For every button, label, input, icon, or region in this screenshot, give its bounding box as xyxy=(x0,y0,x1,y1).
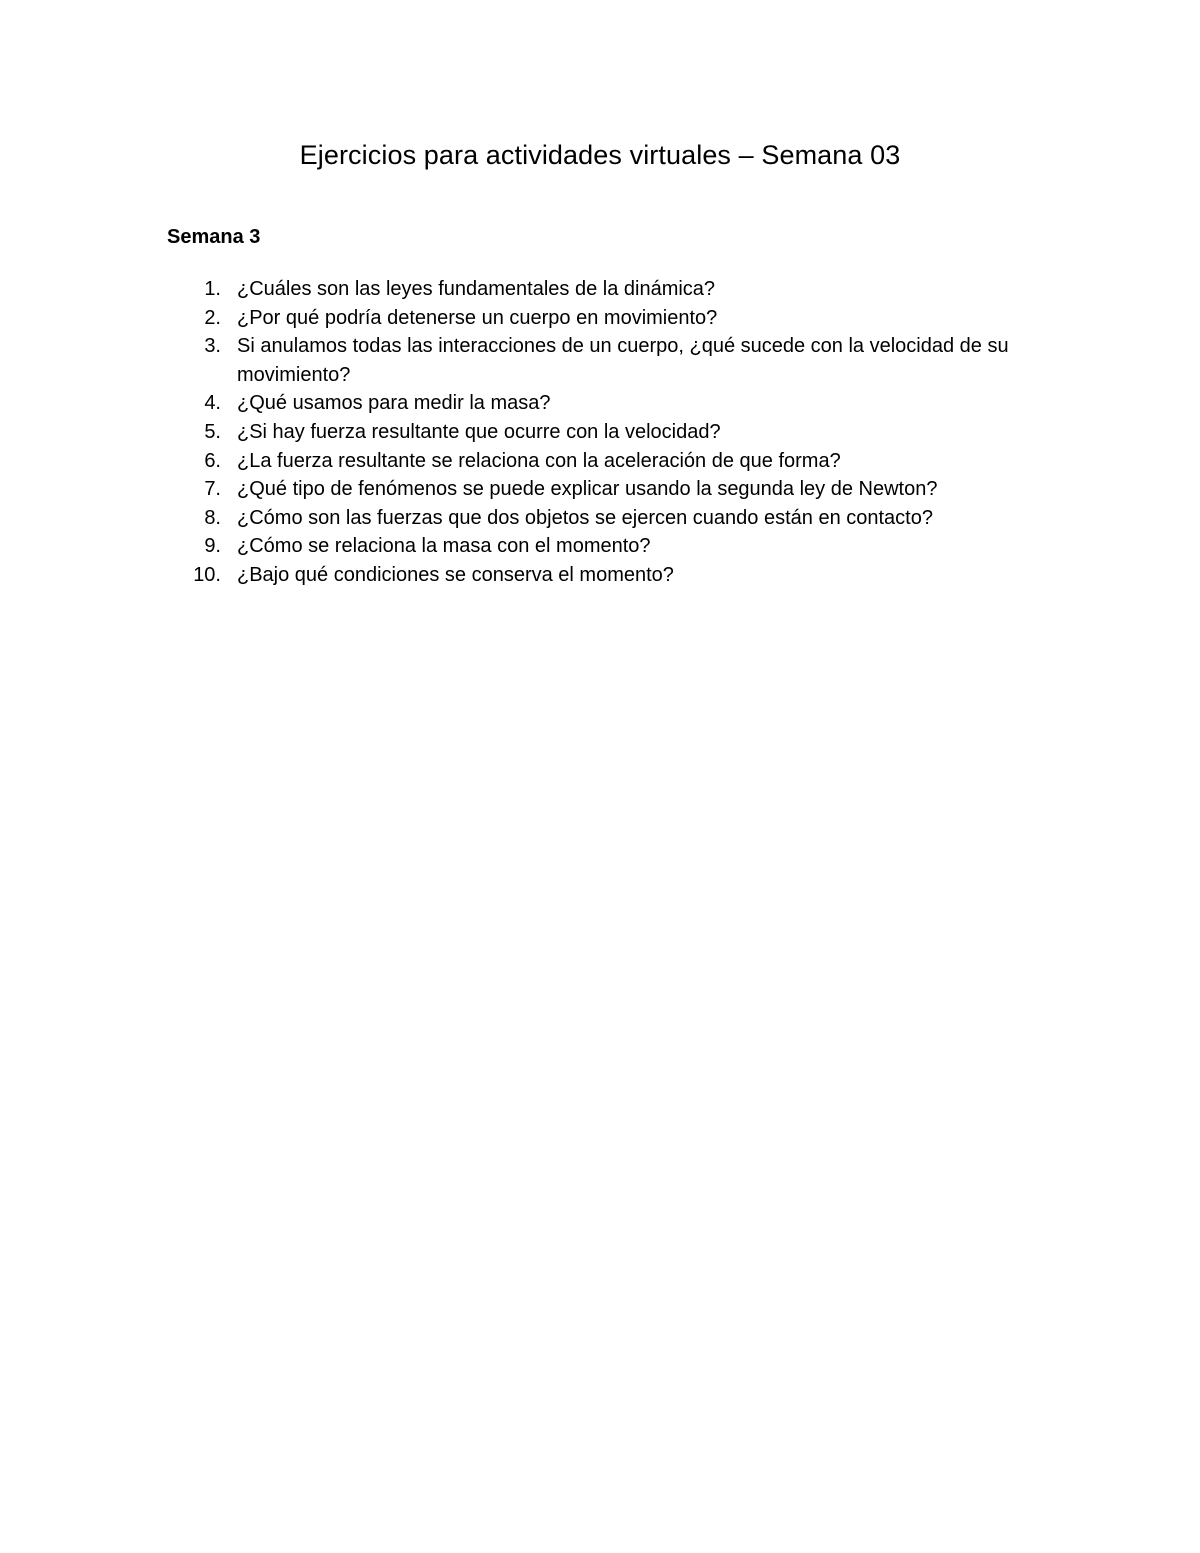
question-number: 10. xyxy=(193,563,221,586)
document-title: Ejercicios para actividades virtuales – Semana 03 xyxy=(299,140,901,170)
question-number: 8. xyxy=(204,506,221,529)
question-number: 7. xyxy=(204,478,221,501)
list-item xyxy=(0,532,1047,561)
question-number: 4. xyxy=(204,392,221,415)
question-number: 9. xyxy=(204,535,221,558)
question-number: 6. xyxy=(204,449,221,472)
question-text: ¿Qué tipo de fenómenos se puede explicar usando la segunda ley de Newton? xyxy=(237,478,938,501)
list-item xyxy=(0,389,1047,418)
question-text: Si anulamos todas las interacciones de un cuerpo, ¿qué sucede con la velocidad de su movimiento? xyxy=(237,335,1009,386)
question-number: 3. xyxy=(204,335,221,358)
question-number: 2. xyxy=(204,306,221,329)
list-item xyxy=(0,504,1047,533)
question-text: ¿Qué usamos para medir la masa? xyxy=(237,392,551,415)
question-text: ¿Si hay fuerza resultante que ocurre con la velocidad? xyxy=(237,420,721,443)
list-item xyxy=(0,304,1047,333)
section-heading: Semana 3 xyxy=(167,226,261,248)
question-text: ¿Por qué podría detenerse un cuerpo en movimiento? xyxy=(237,306,718,329)
list-item xyxy=(0,475,1047,504)
question-text: ¿La fuerza resultante se relaciona con la aceleración de que forma? xyxy=(237,449,841,472)
question-list xyxy=(0,275,1200,590)
list-item xyxy=(0,447,1047,476)
list-item xyxy=(0,275,1047,304)
question-text: ¿Cuáles son las leyes fundamentales de la dinámica? xyxy=(237,278,716,300)
question-text: ¿Bajo qué condiciones se conserva el momento? xyxy=(237,563,674,586)
list-item xyxy=(0,332,1047,389)
question-number: 1. xyxy=(204,278,221,300)
question-number: 5. xyxy=(204,420,221,443)
list-item xyxy=(0,561,1047,590)
list-item xyxy=(0,418,1047,447)
question-text: ¿Cómo son las fuerzas que dos objetos se ejercen cuando están en contacto? xyxy=(237,506,933,529)
question-text: ¿Cómo se relaciona la masa con el momento? xyxy=(237,535,651,558)
